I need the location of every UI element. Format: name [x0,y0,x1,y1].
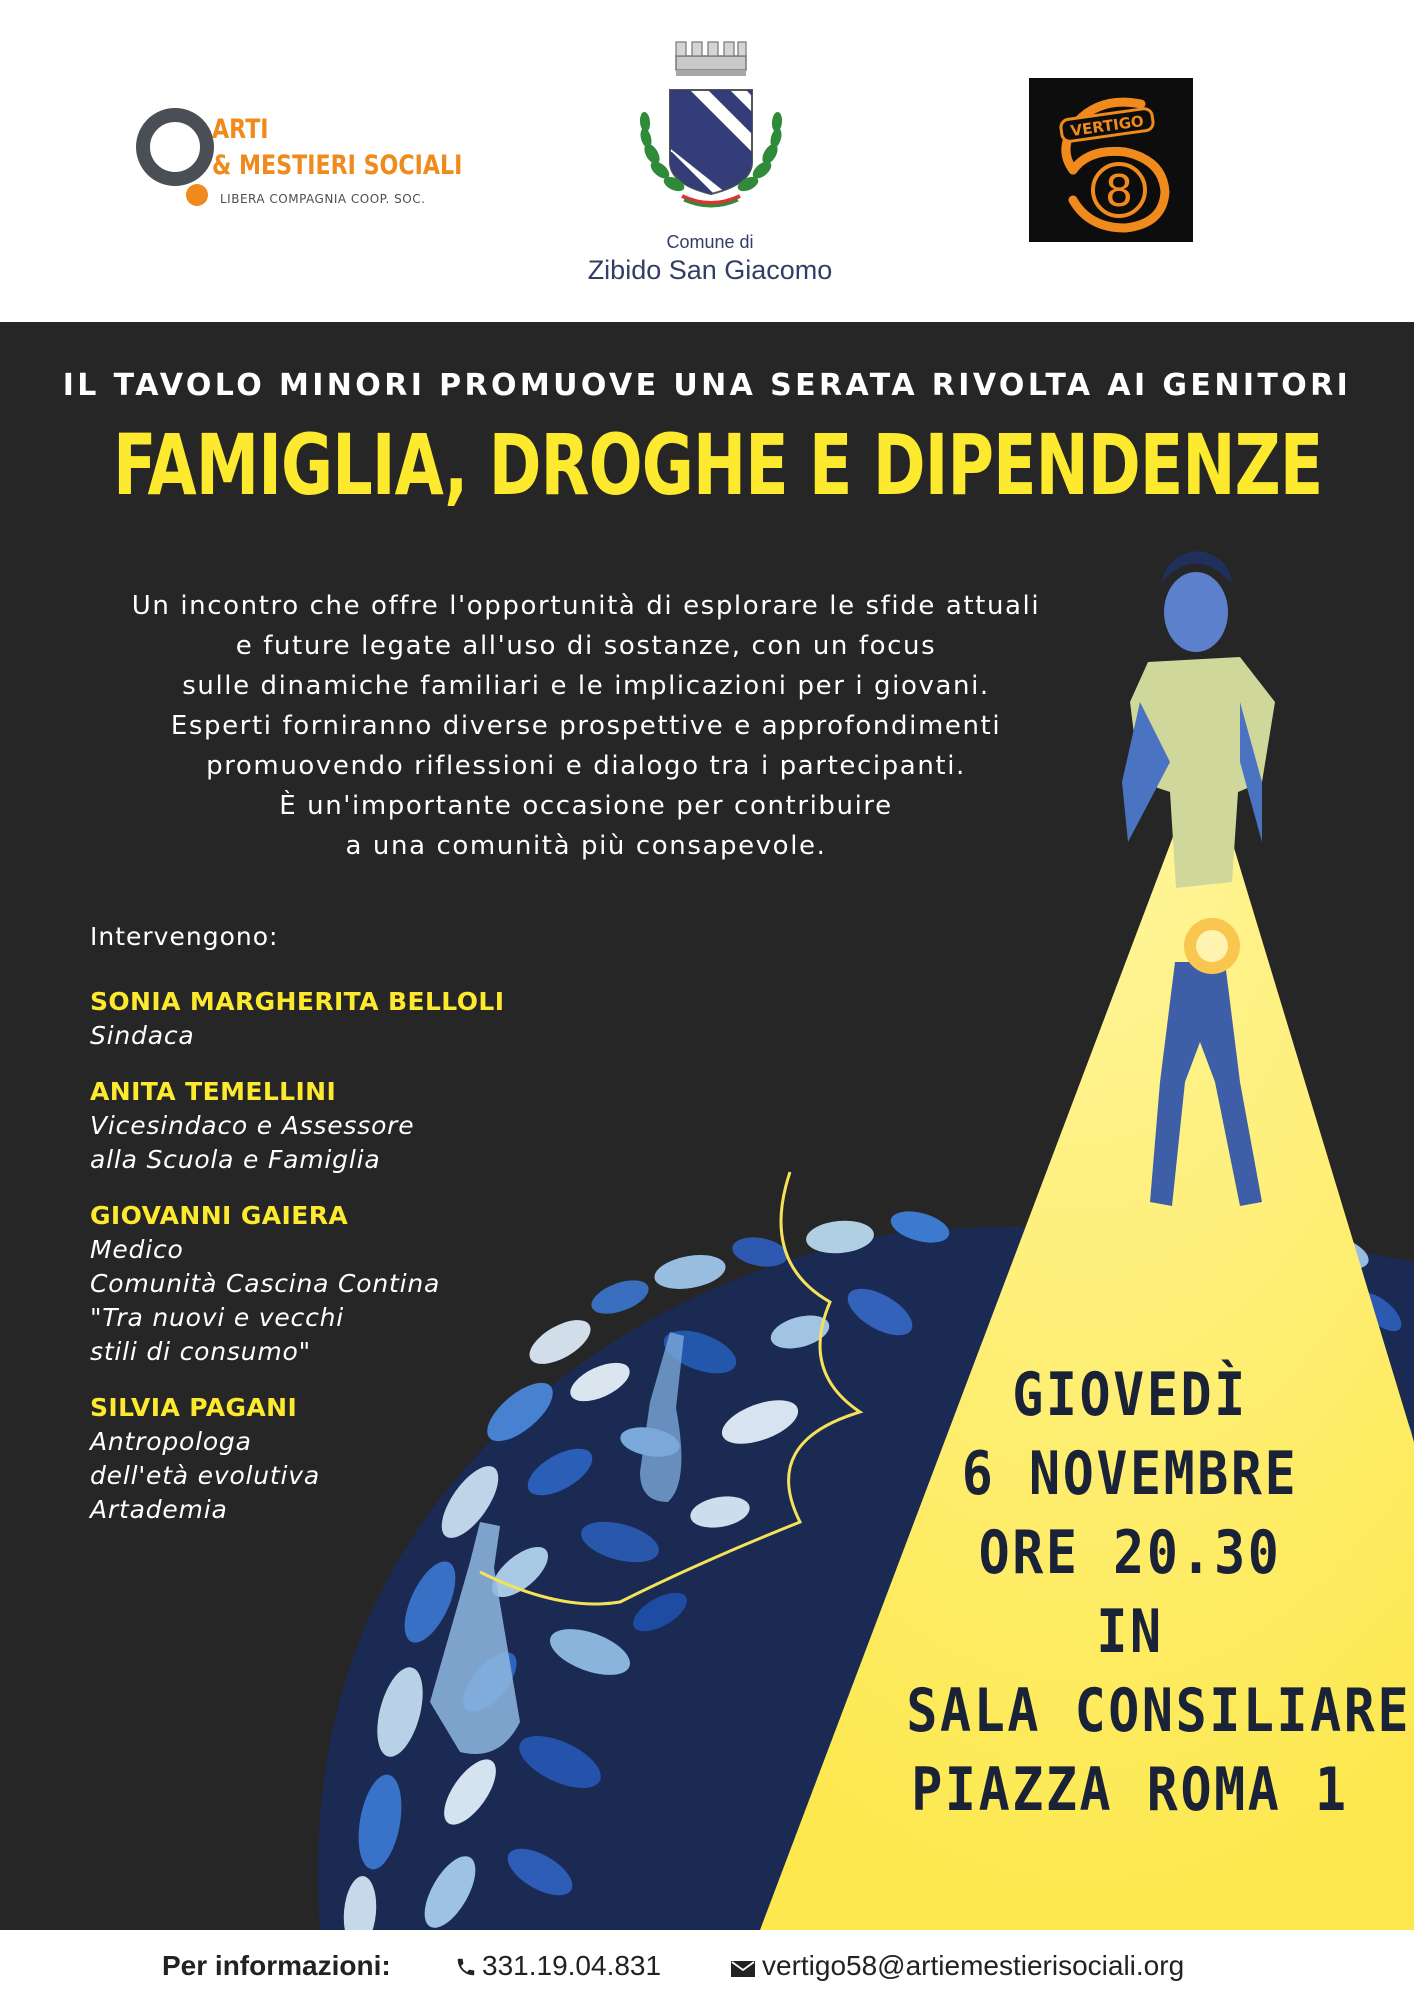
intro-line: È un'importante occasione per contribuire [279,791,893,821]
speaker-role: "Tra nuovi e vecchi [90,1303,345,1332]
logo-line-1: ARTI [212,114,269,145]
speakers-list [90,922,610,1549]
intro-line: sulle dinamiche familiari e le implicazioni per i giovani. [182,671,990,701]
intro-line: e future legate all'uso di sostanze, con un focus [235,631,937,661]
vertigo-58-icon [1029,78,1193,242]
speaker-name: SONIA MARGHERITA BELLOLI [90,987,505,1016]
ring-icon [136,108,214,186]
speaker-role: stili di consumo" [90,1337,311,1366]
speaker-role: Sindaca [90,1021,195,1050]
arti-mestieri-logo [130,100,463,220]
event-in: IN [1096,1597,1164,1667]
speaker-role: Antropologa [90,1427,252,1456]
event-address: PIAZZA ROMA 1 [911,1755,1349,1825]
logo-subtitle: LIBERA COMPAGNIA COOP. SOC. [220,192,426,206]
envelope-icon [731,1961,755,1977]
header-logos [0,0,1414,322]
speaker-role: Artademia [90,1495,228,1524]
event-details [870,1356,1412,1830]
coat-of-arms-icon [612,34,808,230]
speaker-name: ANITA TEMELLINI [90,1077,337,1106]
vertigo-logo [1029,78,1193,242]
phone-icon [455,1956,477,1978]
phone-link[interactable]: 331.19.04.831 [482,1950,662,1981]
speaker-role: Comunità Cascina Contina [90,1269,441,1298]
speaker-role: Medico [90,1235,184,1264]
intro-line: Esperti forniranno diverse prospettive e approfondimenti [170,711,1002,741]
speakers-label: Intervengono: [90,922,279,951]
speaker-item [90,1075,610,1177]
dot-icon [186,184,208,206]
event-kicker: IL TAVOLO MINORI PROMUOVE UNA SERATA RIVOLTA AI GENITORI [62,368,1352,403]
speaker-item [90,1199,610,1369]
vertigo-number: 8 [1105,166,1133,217]
intro-line: Un incontro che offre l'opportunità di esplorare le sfide attuali [131,591,1041,621]
speaker-role: dell'età evolutiva [90,1461,320,1490]
speaker-role: Vicesindaco e Assessore [90,1111,415,1140]
comune-name: Zibido San Giacomo [587,255,833,285]
speaker-name: GIOVANNI GAIERA [90,1201,349,1230]
event-day: GIOVEDÌ [1012,1360,1248,1430]
comune-label: Comune di [666,232,754,252]
speaker-item [90,1391,610,1527]
contact-footer [0,1930,1414,2000]
event-title: FAMIGLIA, DROGHE E DIPENDENZE [113,416,1323,514]
main-panel [0,322,1414,1930]
event-date: 6 NOVEMBRE [961,1439,1299,1509]
speaker-name: SILVIA PAGANI [90,1393,298,1422]
email-link[interactable]: vertigo58@artiemestierisociali.org [762,1950,1185,1981]
intro-line: promuovendo riflessioni e dialogo tra i partecipanti. [206,751,966,781]
event-venue: SALA CONSILIARE [906,1676,1412,1746]
intro-line: a una comunità più consapevole. [345,831,827,861]
intro-paragraph [50,586,1122,866]
event-time: ORE 20.30 [978,1518,1282,1588]
logo-line-2: & MESTIERI SOCIALI [212,150,463,181]
speaker-item [90,985,610,1053]
comune-logo [560,34,860,294]
vertigo-word: VERTIGO [1069,111,1145,141]
info-label: Per informazioni: [162,1950,391,1981]
speaker-role: alla Scuola e Famiglia [90,1145,381,1174]
